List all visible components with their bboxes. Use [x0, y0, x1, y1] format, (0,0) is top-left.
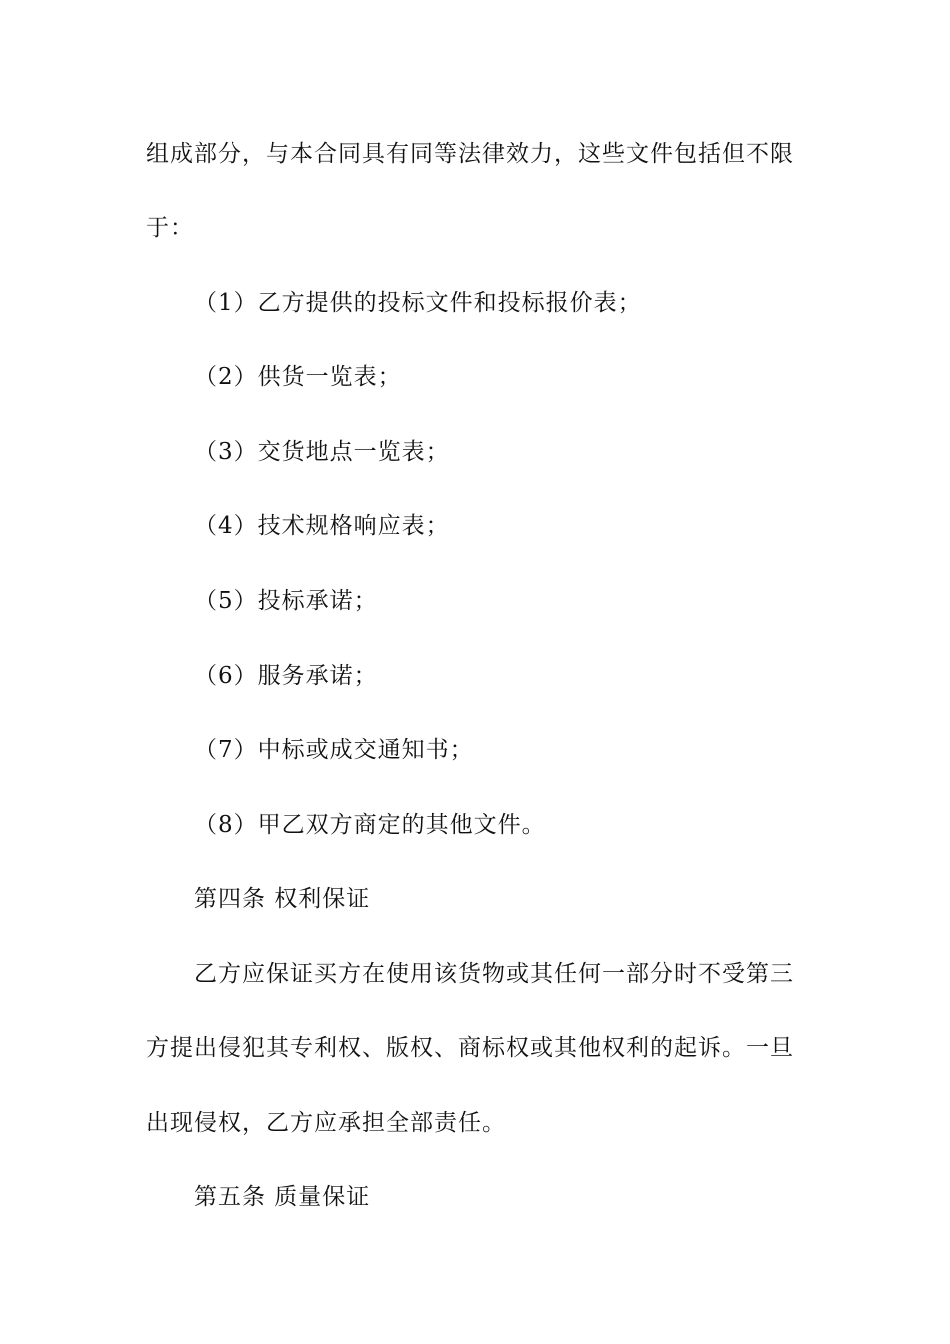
list-item: （2）供货一览表；: [194, 364, 402, 390]
list-item: （6）服务承诺；: [194, 663, 378, 689]
list-item: （7）中标或成交通知书；: [194, 737, 474, 763]
paragraph-line: 组成部分，与本合同具有同等法律效力，这些文件包括但不限: [146, 141, 794, 167]
list-item: （5）投标承诺；: [194, 588, 378, 614]
section-heading: 第四条 权利保证: [194, 886, 371, 912]
section-heading: 第五条 质量保证: [194, 1184, 371, 1210]
list-item: （8）甲乙双方商定的其他文件。: [194, 812, 546, 838]
paragraph-line: 乙方应保证买方在使用该货物或其任何一部分时不受第三: [194, 961, 794, 987]
paragraph-line: 出现侵权，乙方应承担全部责任。: [146, 1110, 506, 1136]
paragraph-line: 方提出侵犯其专利权、版权、商标权或其他权利的起诉。一旦: [146, 1035, 794, 1061]
list-item: （1）乙方提供的投标文件和投标报价表；: [194, 290, 642, 316]
list-item: （4）技术规格响应表；: [194, 513, 450, 539]
list-item: （3）交货地点一览表；: [194, 439, 450, 465]
paragraph-line: 于：: [146, 215, 194, 241]
